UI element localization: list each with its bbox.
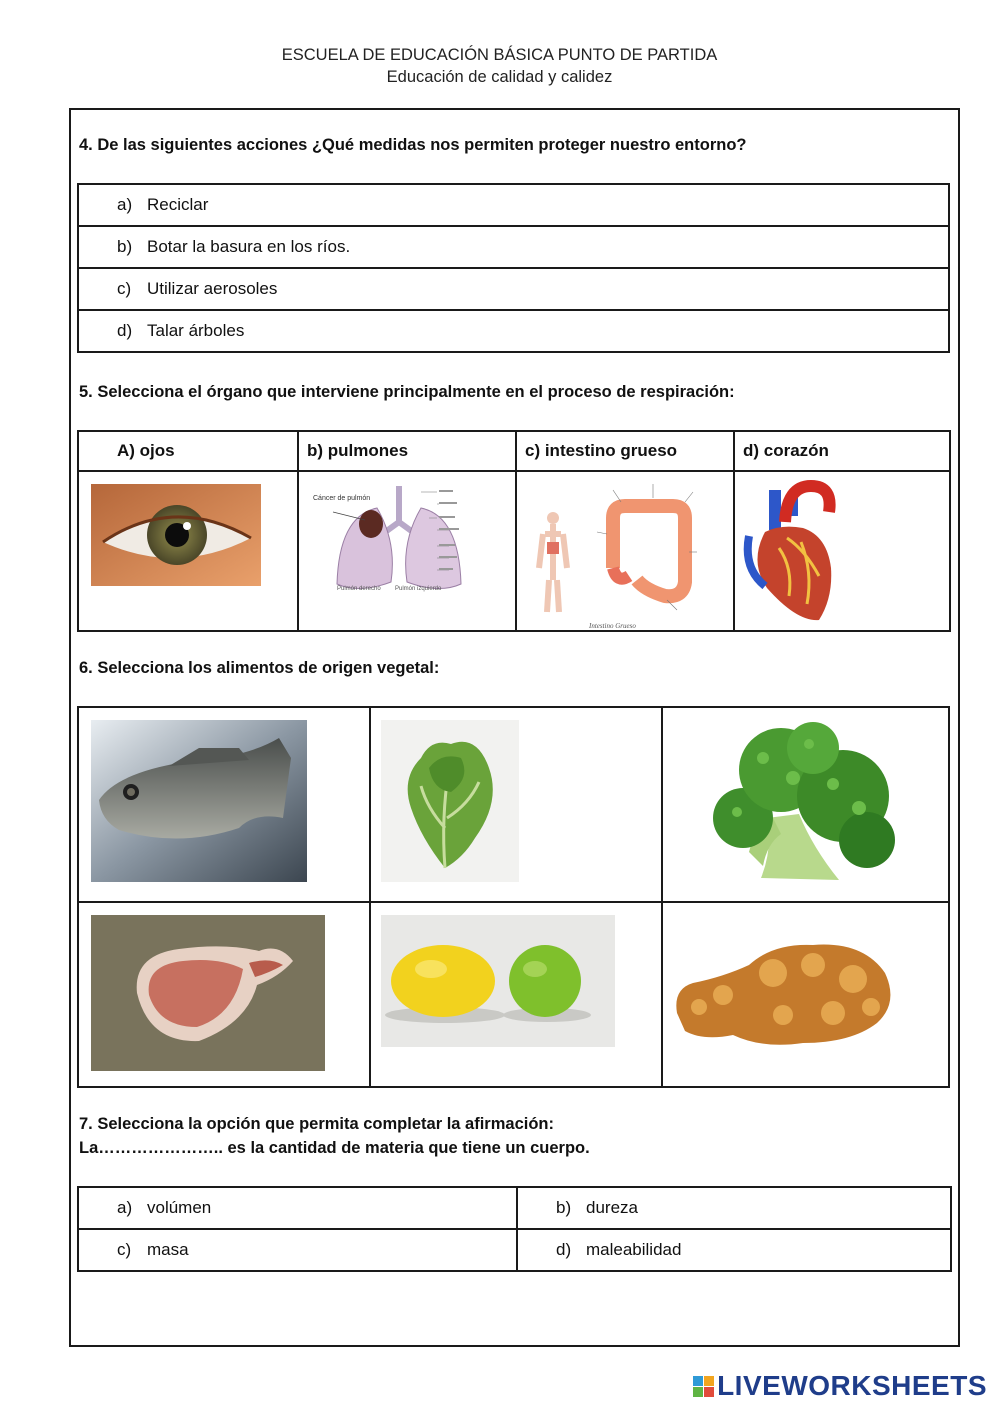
q7-option-c[interactable]: c) masa [78, 1229, 517, 1271]
q4-options [77, 183, 950, 353]
question-6: 6. Selecciona los alimentos de origen vegetal: [79, 659, 440, 677]
question-7-statement: La………………….. es la cantidad de materia que tiene un cuerpo. [79, 1139, 590, 1157]
q5-option-b-label[interactable]: b) pulmones [298, 431, 516, 471]
intestine-caption: Intestino Grueso [589, 622, 636, 630]
pork-chop-photo [79, 903, 329, 1073]
school-motto: Educación de calidad y calidez [386, 68, 613, 86]
q7-option-d[interactable]: d) maleabilidad [517, 1229, 951, 1271]
food-pork-chop-cell[interactable] [78, 902, 370, 1087]
food-lettuce-cell[interactable] [370, 707, 662, 902]
question-4: 4. De las siguientes acciones ¿Qué medidas nos permiten proteger nuestro entorno? [79, 136, 747, 154]
q4-option-c[interactable]: c) Utilizar aerosoles [78, 268, 949, 310]
q6-food-grid [77, 706, 950, 1088]
fried-chicken-photo [663, 903, 913, 1083]
q5-heart-cell[interactable] [734, 471, 950, 631]
question-7: 7. Selecciona la opción que permita completar la afirmación: [79, 1115, 554, 1133]
lettuce-photo [371, 708, 521, 888]
q5-eye-cell[interactable] [78, 471, 298, 631]
q5-lungs-cell[interactable] [298, 471, 516, 631]
liveworksheets-logo [693, 1370, 987, 1402]
q7-option-b[interactable]: b) dureza [517, 1187, 951, 1229]
food-fish-cell[interactable] [78, 707, 370, 902]
liveworksheets-brand: LIVEWORKSHEETS [717, 1370, 987, 1401]
lungs-cancer-caption: Cáncer de pulmón [313, 495, 371, 502]
lungs-diagram [299, 472, 515, 630]
q7-option-a[interactable]: a) volúmen [78, 1187, 517, 1229]
school-name: ESCUELA DE EDUCACIÓN BÁSICA PUNTO DE PARTIDA [281, 46, 718, 64]
q4-option-a[interactable]: a) Reciclar [78, 184, 949, 226]
q5-option-a-label[interactable]: A) ojos [78, 431, 298, 471]
lungs-right-label: Pulmón derecho [337, 586, 381, 592]
food-citrus-cell[interactable] [370, 902, 662, 1087]
liveworksheets-logo-icon [693, 1376, 715, 1398]
lemon-lime-photo [371, 903, 621, 1053]
food-fried-chicken-cell[interactable] [662, 902, 949, 1087]
broccoli-photo [663, 708, 913, 898]
q5-options [77, 430, 951, 632]
food-broccoli-cell[interactable] [662, 707, 949, 902]
heart-illustration [735, 472, 949, 630]
q4-option-b[interactable]: b) Botar la basura en los ríos. [78, 226, 949, 268]
q5-option-c-label[interactable]: c) intestino grueso [516, 431, 734, 471]
lungs-left-label: Pulmón izquierdo [395, 586, 442, 592]
large-intestine-diagram [517, 472, 733, 630]
fish-photo [79, 708, 319, 888]
q5-intestine-cell[interactable] [516, 471, 734, 631]
eye-photo [79, 472, 297, 630]
q7-options [77, 1186, 952, 1272]
question-5: 5. Selecciona el órgano que interviene principalmente en el proceso de respiración: [79, 383, 735, 401]
q4-option-d[interactable]: d) Talar árboles [78, 310, 949, 352]
q5-option-d-label[interactable]: d) corazón [734, 431, 950, 471]
